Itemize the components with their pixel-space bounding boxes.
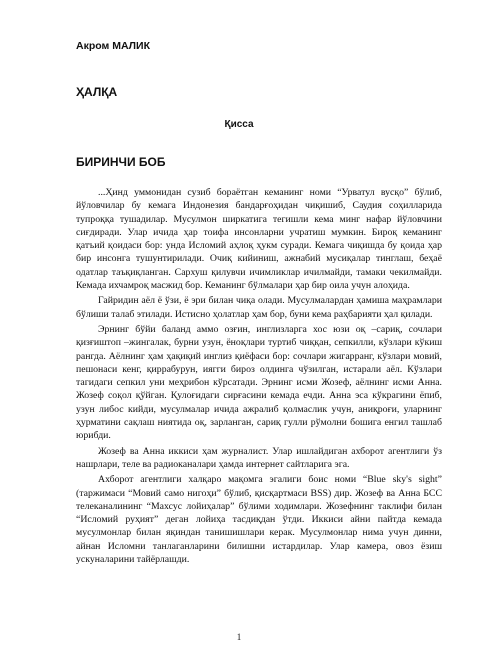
chapter-heading: БИРИНЧИ БОБ [76, 155, 166, 169]
book-title: ҲАЛҚА [76, 85, 118, 99]
author-name: Акром МАЛИК [76, 40, 150, 52]
paragraph: ...Ҳинд уммонидан сузиб бораётган кеманинг номи “Урватул вусқо” бўлиб, йўловчилар бу кемага Индонезия бандарғоҳидан чиқишиб, Саудия соҳилларида тупроққа тушадилар. Мусулмон ширкатига тегишли кема минг нафар йўловчини сиғдиради. Улар ичида ҳар тоифа инсонларни учратиш мумкин. Бироқ кеманинг қатъий қоидаси бор: унда Исломий аҳлоқ ҳукм суради. Кемага чиқишда бу қоида ҳар бир инсонга тушунтирилади. Очиқ кийиниш, ажнабий мусиқалар тинглаш, беҳаё одатлар таъқиқланган. Сархуш қилувчи ичимликлар ичилмайди, тамаки чекилмайди. Кемада ихчамроқ масжид бор. Кеманинг бўлмалари ҳар бир оила учун алоҳида. [76, 187, 442, 292]
body-text [76, 186, 442, 568]
paragraph: Жозеф ва Анна иккиси ҳам журналист. Улар ишлайдиган ахборот агентлиги ўз нашрлари, теле ва радиоканалари ҳамда интернет сайтларига эга. [76, 445, 442, 470]
paragraph: Гайридин аёл ё ўзи, ё эри билан чиқа олади. Мусулмалардан ҳамиша маҳрамлари бўлиши талаб этилади. Истисно ҳолатлар ҳам бор, буни кема раҳбарияти ҳал қилади. [76, 295, 442, 320]
paragraph: Ахборот агентлиги халқаро мақомга эгалиги боис номи “Blue sky's sight” (таржимаси “Мовий само нигоҳи” бўлиб, қисқартмаси BSS) дир. Жозеф ва Анна БСС телеканалининг “Махсус лойиҳалар” бўлими ходимлари. Жозефнинг таклифи билан “Исломий руҳият” деган лойиҳа тасдиқдан ўтди. Иккиси айни пайтда кемада мусулмонлар билан яқиндан танишишлари керак. Мусулмонлар нима учун динни, айнан Исломни танлаганларини билишни истардилар. Улар камера, овоз ёзиш ускуналарини тайёрлашди. [76, 474, 442, 566]
genre-label: Қисса [224, 119, 254, 130]
page-number: 1 [236, 632, 242, 642]
paragraph: Эрнинг бўйи баланд аммо озғин, инглизларга хос юзи оқ –сариқ, сочлари қизғиштоп –жингалак, бурни узун, ёноқлари туртиб чиққан, сепкилли, кўзлари кўкиш рангда. Аёлнинг ҳам ҳақиқий инглиз қиёфаси бор: сочлари жигарранг, кўзлари мовий, пешонаси кенг, қиррабурун, иягги бироз олдинга чўзилган, истарали аёл. Кўзлари тагидаги сепкил уни меҳрибон кўрсатади. Эрнинг исми Жозеф, аёлнинг исми Анна. Жозеф соқол қўйган. Қулоғидаги сирғасини кемада ечди. Анна эса кўкрагини ёпиб, узун либос кийди, мусулмалар ичида ажралиб қолмаслик учун, аниқроғи, уларнинг ҳурматини сақлаш ниятида оқ, зарланган, сариқ гулли рўмолни бошига енгил ташлаб юрибди. [76, 323, 442, 442]
